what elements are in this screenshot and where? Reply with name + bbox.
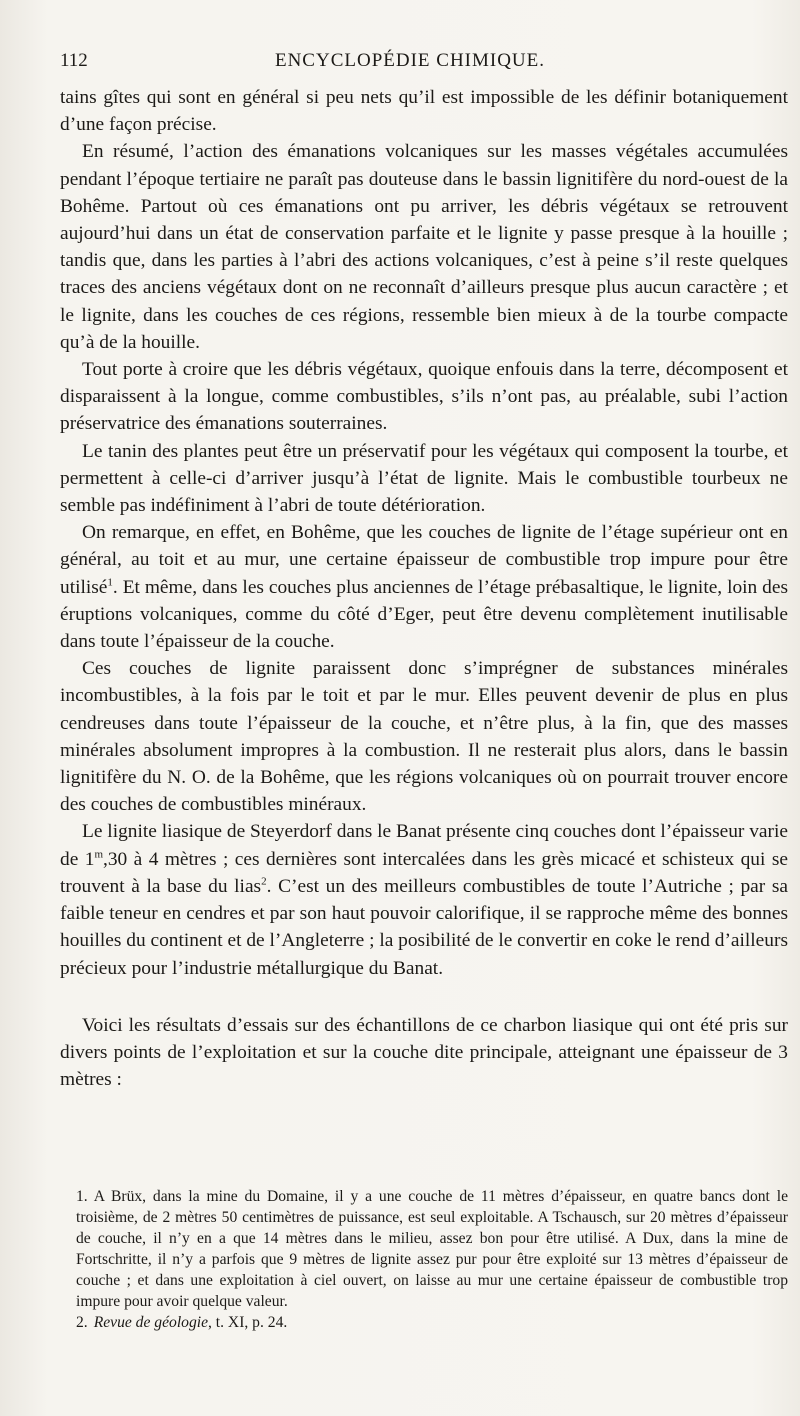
paragraph-text: Et même, dans les couches plus anciennes de l’étage prébasaltique, le lignite, loin des éruptions volcaniques, comme du côté d’Eger, peut être devenu complètement inutilisable dans toute l’épaisseur de la couche. (60, 576, 788, 653)
paragraph-text: Le lignite liasique de Steyerdorf dans le Banat présente cinq couches dont l’épaisseur varie de 1 (60, 821, 788, 870)
footnotes (76, 1186, 788, 1333)
paragraph-text: . C’est un des meilleurs combustibles de toute l’Autriche ; par sa faible teneur en cendres et par son haut pouvoir calorifique, il se rapproche même des bonnes houilles du continent et de l’Angleterre ; la posibilité de le convertir en coke le rend d’ailleurs précieux pour l’industrie métallurgique du Banat. (60, 875, 789, 979)
footnote (76, 1312, 788, 1333)
footnote-journal: Revue de géologie (93, 1314, 208, 1331)
paragraph: Tout porte à croire que les débris végétaux, quoique enfouis dans la terre, décomposent et disparaissent à la longue, comme combustibles, s’ils n’ont pas, au préalable, subi l’action préservatrice des émanations souterraines. (60, 359, 788, 435)
footnote-reference: 2 (261, 875, 267, 888)
footnote-mark: 2. (76, 1314, 88, 1331)
paragraph-text: On remarque, en effet, en Bohême, que les couches de lignite de l’étage supérieur ont en général, au toit et au mur, une certaine épaisseur de combustible trop impure pour être utilisé (60, 522, 788, 598)
footnote-text: , t. XI, p. 24. (208, 1314, 288, 1331)
paragraph (60, 519, 788, 655)
paragraph (60, 818, 788, 981)
sentence-separator: . (112, 576, 118, 598)
paragraph: Ces couches de lignite paraissent donc s’imprégner de substances minérales incombustibles, à la fois par le toit et par le mur. Elles peuvent devenir de plus en plus cendreuses dans toute l’épaisseur de la couche, et n’être plus, à la fin, que des masses minérales absolument impropres à la combustion. Il ne resterait plus alors, dans le bassin lignitifère du N. O. de la Bohême, que les régions volcaniques où on pourrait trouver encore des couches de combustibles minéraux. (60, 658, 788, 816)
page-header (60, 50, 760, 80)
footnote (76, 1186, 788, 1312)
paragraph: tains gîtes qui sont en général si peu nets qu’il est impossible de les définir botaniquement d’une façon précise. (60, 87, 788, 136)
footnote-mark: 1. (76, 1188, 88, 1205)
meter-superscript: m (94, 848, 103, 861)
page-number: 112 (60, 50, 88, 71)
paragraph: Le tanin des plantes peut être un préservatif pour les végétaux qui composent la tourbe, et permettent à celle-ci d’arriver jusqu’à l’état de lignite. Mais le combustible tourbeux ne semble pas indéfiniment à l’abri de toute détérioration. (60, 440, 788, 517)
paragraph: Voici les résultats d’essais sur des échantillons de ce charbon liasique qui ont été pris sur divers points de l’exploitation et sur la couche dite principale, atteignant une épaisseur de 3 mètres : (60, 1014, 788, 1091)
main-text (60, 84, 788, 1093)
paragraph: En résumé, l’action des émanations volcaniques sur les masses végétales accumulées pendant l’époque tertiaire ne paraît pas douteuse dans le bassin lignitifère du nord-ouest de la Bohême. Partout où ces émanations ont pu arriver, les débris végétaux se retrouvent aujourd’hui dans un état de conservation parfaite et le lignite y passe presque à la houille ; tandis que, dans les parties à l’abri des actions volcaniques, c’est à peine s’il reste quelques traces des anciens végétaux dont on ne reconnaît d’ailleurs presque plus aucun caractère ; et le lignite, dans les couches de ces régions, ressemble bien mieux à de la tourbe compacte qu’à de la houille. (60, 141, 788, 353)
running-title: ENCYCLOPÉDIE CHIMIQUE. (274, 50, 546, 71)
footnote-reference: 1 (107, 576, 113, 589)
paragraph-text: ,30 à 4 mètres ; ces dernières sont intercalées dans les grès micacé et schisteux qui se trouvent à la base du lias (60, 848, 788, 897)
footnote-text: A Brüx, dans la mine du Domaine, il y a une couche de 11 mètres d’épaisseur, en quatre bancs dont le troisième, de 2 mètres 50 centimètres de puissance, est seul exploitable. A Tschausch, sur 20 mètres d’épaisseur de couche, il n’y en a que 14 mètres dans le milieu, assez bon pour être utilisé. A Dux, dans la mine de Fortschritte, il n’y a parfois que 9 mètres de lignite assez pur pour être exploité sur 13 mètres d’épaisseur de couche ; et dans une exploitation à ciel ouvert, on laisse au mur une certaine épaisseur de combustible trop impure pour avoir quelque valeur. (76, 1188, 788, 1310)
